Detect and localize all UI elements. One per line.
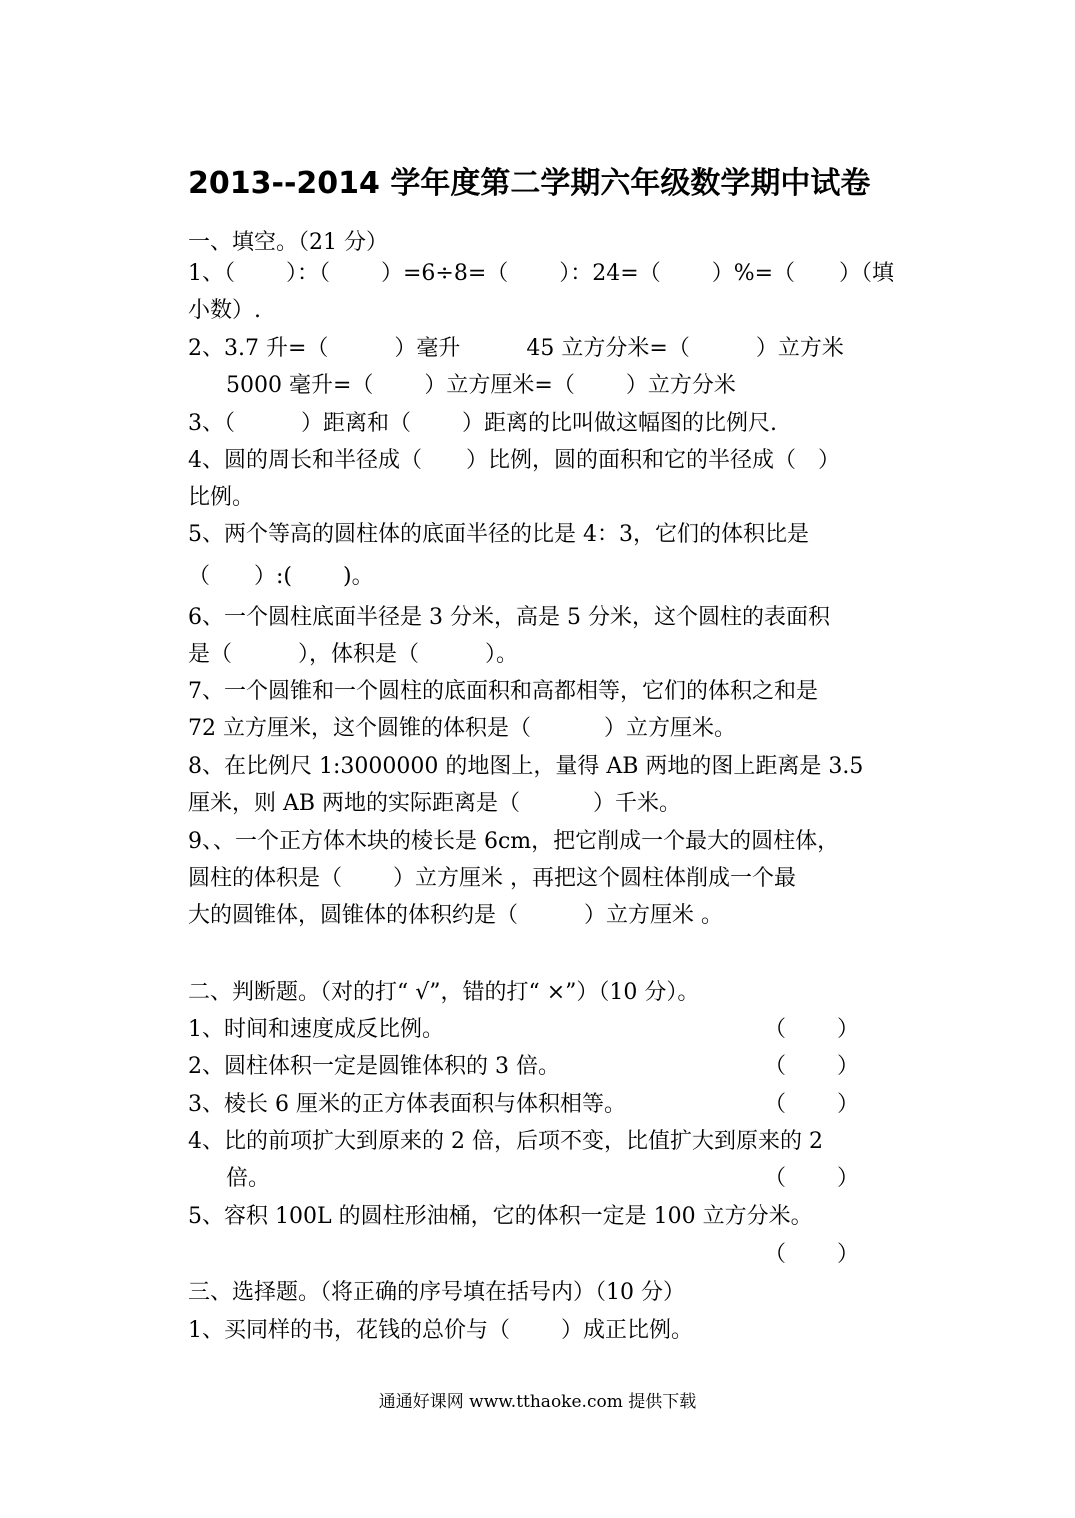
section1-heading: 一、填空。（21 分） [188, 230, 388, 255]
question-line: 4、圆的周长和半径成（ ）比例，圆的面积和它的半径成（ ） [188, 448, 840, 473]
question-line: 5000 毫升=（ ）立方厘米=（ ）立方分米 [226, 373, 736, 398]
answer-blank: （ ） [764, 1166, 859, 1191]
question-line: 1、（ ）：（ ）=6÷8=（ ）：24=（ ）%=（ ）（填 [188, 261, 895, 286]
question-line: （ ）:( )。 [188, 564, 374, 589]
question-line: 6、一个圆柱底面半径是 3 分米，高是 5 分米，这个圆柱的表面积 [188, 605, 830, 630]
footer-text: 通通好课网 www.tthaoke.com 提供下载 [378, 1392, 697, 1412]
judgment-item: 5、容积 100L 的圆柱形油桶，它的体积一定是 100 立方分米。 [188, 1204, 813, 1229]
judgment-item: 1、时间和速度成反比例。 [188, 1017, 444, 1042]
section2-heading: 二、判断题。（对的打“ √”，错的打“ ×”）（10 分）。 [188, 980, 700, 1005]
answer-blank: （ ） [764, 1242, 859, 1267]
answer-blank: （ ） [764, 1092, 859, 1117]
judgment-item: 2、圆柱体积一定是圆锥体积的 3 倍。 [188, 1054, 560, 1079]
question-line: 7、一个圆锥和一个圆柱的底面积和高都相等，它们的体积之和是 [188, 679, 818, 704]
question-line: 是（ ），体积是（ ）。 [188, 642, 519, 667]
question-line: 3、（ ）距离和（ ）距离的比叫做这幅图的比例尺. [188, 411, 777, 436]
question-line: 5、两个等高的圆柱体的底面半径的比是 4：3，它们的体积比是 [188, 522, 809, 547]
judgment-item: 倍。 [226, 1166, 271, 1191]
answer-blank: （ ） [764, 1054, 859, 1079]
question-line: 大的圆锥体，圆锥体的体积约是（ ）立方厘米 。 [188, 903, 723, 928]
question-line: 厘米，则 AB 两地的实际距离是（ ）千米。 [188, 791, 682, 816]
answer-blank: （ ） [764, 1017, 859, 1042]
question-line: 72 立方厘米，这个圆锥的体积是（ ）立方厘米。 [188, 716, 736, 741]
judgment-item: 4、比的前项扩大到原来的 2 倍，后项不变，比值扩大到原来的 2 [188, 1129, 823, 1154]
question-line: 小数）. [188, 298, 261, 323]
question-line: 8、在比例尺 1:3000000 的地图上，量得 AB 两地的图上距离是 3.5 [188, 754, 864, 779]
question-line: 比例。 [188, 485, 255, 510]
page-title: 2013--2014 学年度第二学期六年级数学期中试卷 [188, 166, 871, 201]
question-line: 2、3.7 升=（ ）毫升 45 立方分米=（ ）立方米 [188, 336, 844, 361]
section3-heading: 三、选择题。（将正确的序号填在括号内）（10 分） [188, 1280, 685, 1305]
question-line: 9、、一个正方体木块的棱长是 6cm，把它削成一个最大的圆柱体， [188, 829, 840, 854]
judgment-item: 3、棱长 6 厘米的正方体表面积与体积相等。 [188, 1092, 626, 1117]
choice-item: 1、买同样的书，花钱的总价与（ ）成正比例。 [188, 1318, 693, 1343]
question-line: 圆柱的体积是（ ）立方厘米 ，再把这个圆柱体削成一个最 [188, 866, 796, 891]
